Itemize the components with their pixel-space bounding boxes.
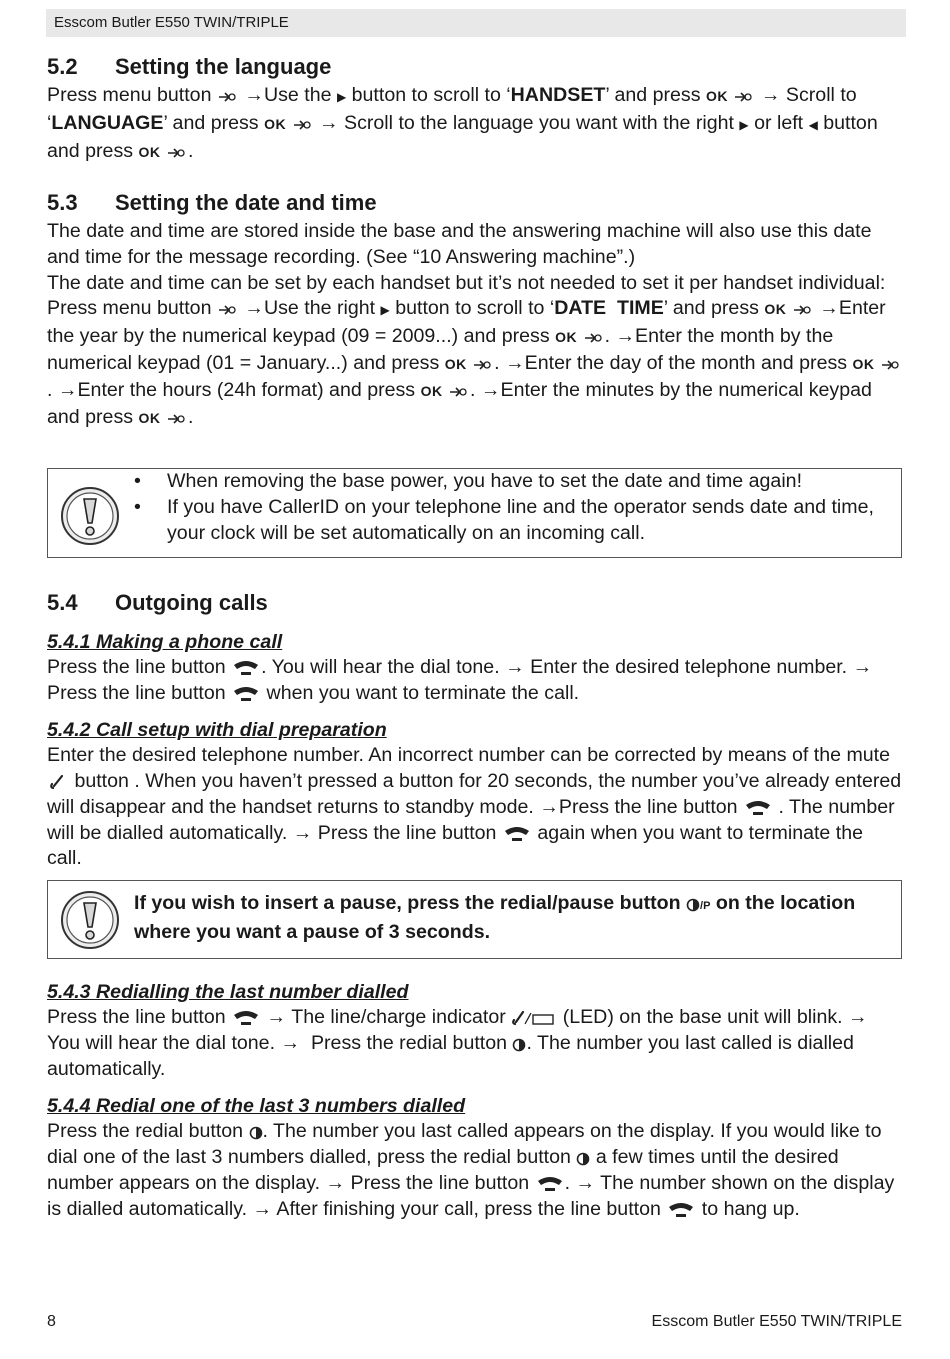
menu-button-icon xyxy=(292,118,314,132)
section-5-4-4-text: Press the redial button . The number you last called appears on the display. If you would like to dial one of the last 3 numbers dialled, press the redial button a few times until the desired number appears on the display. → Press the line button . → The number shown on the display is dialled automatically. → After finishing your call, press the line button to hang up. xyxy=(47,1120,895,1220)
line-button-icon xyxy=(502,826,532,842)
redial-button-icon xyxy=(512,1038,526,1052)
arrow-icon: → xyxy=(505,352,525,375)
section-5-4-3-heading: 5.4.3 Redialling the last number dialled xyxy=(47,981,409,1004)
section-5-4-2-text: Enter the desired telephone number. An incorrect number can be corrected by means of the mute button . When you haven’t pressed a button for 20 seconds, the number you’ve already entered will disappear and the handset returns to standby mode. →Press the line button . The number will be dialled automatically. → Press the line button again when you want to terminate the call. xyxy=(47,743,902,870)
note-box-date-time xyxy=(47,468,902,558)
menu-button-icon xyxy=(448,385,470,399)
line-charge-indicator-icon xyxy=(511,1010,557,1026)
note-box-pause xyxy=(47,880,902,959)
right-button-icon: ▶ xyxy=(380,303,390,318)
warning-exclamation-icon xyxy=(60,486,120,546)
line-button-icon xyxy=(231,1010,261,1026)
menu-button-icon xyxy=(217,90,239,104)
section-5-4-1-text: Press the line button . You will hear the dial tone. → Enter the desired telephone number. → Press the line button when you want to terminate the call. xyxy=(47,655,873,704)
arrow-icon: → xyxy=(280,1032,301,1055)
arrow-icon: → xyxy=(325,1171,346,1194)
redial-button-icon xyxy=(249,1126,263,1140)
line-button-icon xyxy=(231,686,261,702)
right-button-icon: ▶ xyxy=(336,90,347,104)
section-5-3-paragraph-1: The date and time are stored inside the base and the answering machine will also use this date and time for the message recording. (See “10 Answering machine”.) xyxy=(47,219,872,268)
section-5-4-2-heading: 5.4.2 Call setup with dial preparation xyxy=(47,718,387,741)
menu-button-icon xyxy=(166,146,188,160)
arrow-icon: → xyxy=(575,1171,596,1194)
menu-button-icon xyxy=(880,358,902,372)
left-button-icon: ◀ xyxy=(808,117,818,132)
mute-button-icon xyxy=(47,774,69,790)
footer-title: Esscom Butler E550 TWIN/TRIPLE xyxy=(651,1313,902,1330)
section-5-4-4-heading: 5.4.4 Redial one of the last 3 numbers dialled xyxy=(47,1095,466,1118)
ok-button-icon: OK xyxy=(138,143,161,160)
ok-button-icon: OK xyxy=(764,301,787,318)
arrow-icon: → xyxy=(480,379,501,402)
note-text: If you wish to insert a pause, press the redial/pause button /P on the location where you want a pause of 3 seconds. xyxy=(134,892,856,944)
menu-button-icon xyxy=(217,303,239,317)
menu-button-icon xyxy=(583,331,605,345)
redial-pause-button-icon xyxy=(686,898,700,912)
warning-exclamation-icon xyxy=(60,890,120,950)
ok-button-icon: OK xyxy=(852,356,875,373)
arrow-icon: → xyxy=(292,821,313,844)
menu-button-icon xyxy=(472,358,494,372)
menu-button-icon xyxy=(792,303,814,317)
arrow-icon: → xyxy=(244,84,264,106)
arrow-icon: → xyxy=(505,655,525,678)
ok-button-icon: OK xyxy=(420,383,443,400)
arrow-icon: → xyxy=(318,111,339,134)
section-5-4-heading: 5.4 Outgoing calls xyxy=(47,589,268,615)
section-5-3-heading: 5.3 Setting the date and time xyxy=(47,189,377,215)
note-item: • If you have CallerID on your telephone line and the operator sends date and time, your clock will be set automatically on an incoming call. xyxy=(134,495,874,547)
page-number: 8 xyxy=(47,1313,56,1330)
note-list xyxy=(134,469,874,547)
arrow-icon: → xyxy=(615,325,636,348)
arrow-icon: → xyxy=(852,655,873,678)
redial-button-icon xyxy=(576,1152,590,1166)
line-button-icon xyxy=(743,800,773,816)
arrow-icon: → xyxy=(760,84,781,106)
page-content xyxy=(47,52,902,1223)
arrow-icon: → xyxy=(244,297,264,320)
menu-button-icon xyxy=(733,90,755,104)
section-5-3-instructions: Press menu button →Use the right ▶ button to scroll to ‘DATE TIME’ and press OK →Enter the year by the numerical keypad (09 = 2009...) and press OK . →Enter the month by the numerical keypad (01 = January...) and press OK . →Enter the day of the month and press OK . →Enter the hours (24h format) and press OK . →Enter the minutes by the numerical keypad and press OK . xyxy=(47,296,902,432)
note-item: • When removing the base power, you have to set the date and time again! xyxy=(134,469,874,495)
right-button-icon: ▶ xyxy=(739,117,749,132)
arrow-icon: → xyxy=(539,795,559,818)
line-button-icon xyxy=(535,1176,565,1192)
arrow-icon: → xyxy=(57,379,78,402)
menu-button-icon xyxy=(166,412,188,426)
section-5-4-1-heading: 5.4.1 Making a phone call xyxy=(47,630,283,653)
ok-button-icon: OK xyxy=(555,329,578,346)
section-5-4-3-text: Press the line button → The line/charge indicator (LED) on the base unit will blink. → You will hear the dial tone. → Press the redial button . The number you last called is dialled automatically. xyxy=(47,1006,868,1081)
section-5-2-text: Press menu button →Use the ▶ button to scroll to ‘HANDSET’ and press OK → Scroll to ‘LANGUAGE’ and press OK → Scroll to the language you want with the right ▶ or left ◀ button and press OK . xyxy=(47,84,878,162)
arrow-icon: → xyxy=(848,1006,868,1029)
arrow-icon: → xyxy=(819,297,839,320)
arrow-icon: → xyxy=(266,1006,287,1029)
line-button-icon xyxy=(231,660,261,676)
ok-button-icon: OK xyxy=(444,356,467,373)
section-5-2-heading: 5.2 Setting the language xyxy=(47,54,332,79)
arrow-icon: → xyxy=(252,1197,273,1220)
page-header xyxy=(46,9,906,37)
header-title: Esscom Butler E550 TWIN/TRIPLE xyxy=(54,14,289,31)
section-5-3-paragraph-2: The date and time can be set by each handset but it’s not needed to set it per handset individual: xyxy=(47,271,886,294)
ok-button-icon: OK xyxy=(264,115,287,132)
ok-button-icon: OK xyxy=(705,88,728,104)
ok-button-icon: OK xyxy=(138,410,161,427)
line-button-icon xyxy=(666,1202,696,1218)
